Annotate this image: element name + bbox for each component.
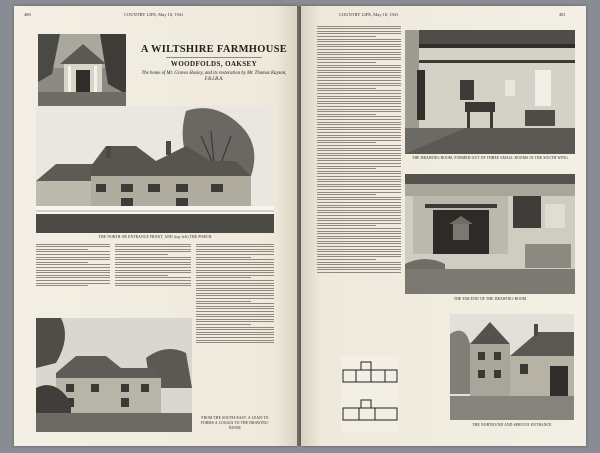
article-title: A WILTSHIRE FARMHOUSE [140,44,288,55]
north-end-photo [450,314,574,420]
left-page [14,6,297,446]
drawing-room-caption: THE DRAWING-ROOM, FORMED OUT OF THREE SMALL ROOMS IN THE SOUTH WING [412,156,568,160]
right-running-head: COUNTRY LIFE, May 10, 1941 [339,12,399,17]
title-rule [166,57,262,58]
entrance-front-caption: THE NORTH OR ENTRANCE FRONT, AND (top left) THE PORCH [98,235,212,239]
left-body-col-3 [196,242,274,412]
porch-photo [38,34,126,106]
magazine-spread [14,6,586,446]
left-running-head: COUNTRY LIFE, May 10, 1941 [124,12,184,17]
south-east-caption: FROM THE SOUTH-EAST. A LEAN-TO FORMS A LOGGIA TO THE DRAWING-ROOM [200,416,270,431]
right-page [301,6,586,446]
article-byline: The home of Mr. Graves Hasley, and its restoration by Mr. Thomas Rayson, F.R.I.B.A. [141,71,287,82]
south-east-photo [36,318,192,432]
drawing-room-photo [405,30,575,154]
article-headline [134,44,294,83]
right-page-number: 481 [559,12,566,17]
far-end-photo [405,174,575,294]
article-subtitle: WOODFOLDS, OAKSEY [170,60,258,68]
left-body-col-1 [36,242,110,314]
floor-plans [341,356,399,432]
left-body-col-2 [115,242,191,314]
entrance-front-photo [36,106,274,233]
north-end-caption: THE NORTH END AND SERVICE ENTRANCE [472,423,552,427]
left-page-number: 480 [24,12,31,17]
far-end-caption: THE FAR END OF THE DRAWING-ROOM [453,297,527,301]
